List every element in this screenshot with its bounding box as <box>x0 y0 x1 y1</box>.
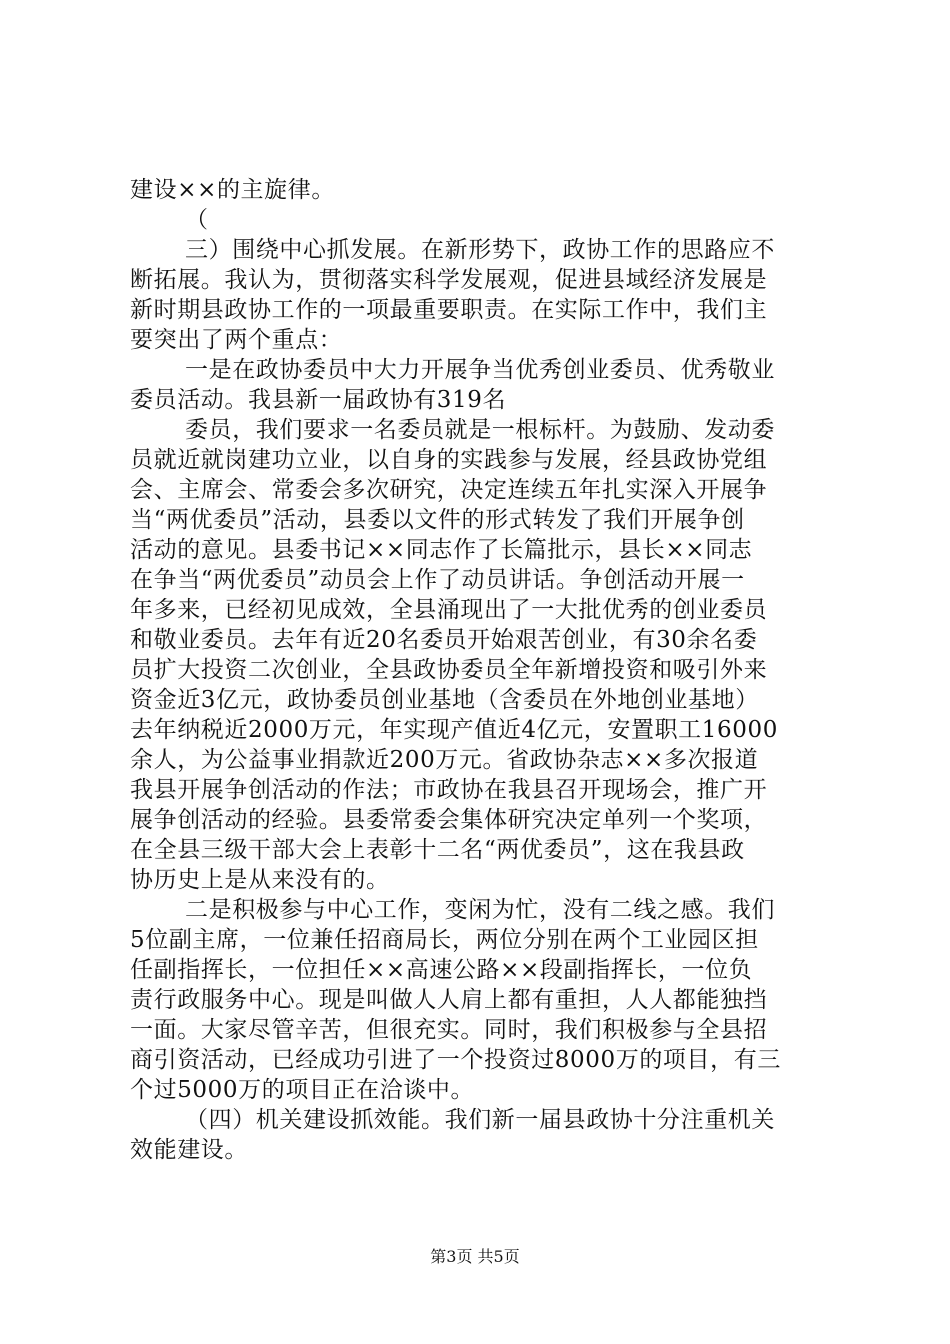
text-line: 和敬业委员。去年有近20名委员开始艰苦创业，有30余名委 <box>130 627 758 653</box>
text-line: 委员，我们要求一名委员就是一根标杆。为鼓励、发动委 <box>185 417 775 443</box>
text-line: 去年纳税近2000万元，年实现产值近4亿元，安置职工16000 <box>130 717 778 743</box>
text-line: 三）围绕中心抓发展。在新形势下，政协工作的思路应不 <box>185 237 775 263</box>
text-line: 一是在政协委员中大力开展争当优秀创业委员、优秀敬业 <box>185 357 775 383</box>
text-line: 资金近3亿元，政协委员创业基地（含委员在外地创业基地） <box>130 687 759 713</box>
text-line: （ <box>185 207 209 233</box>
text-line: 建设××的主旋律。 <box>130 177 335 203</box>
text-line: 5位副主席，一位兼任招商局长，两位分别在两个工业园区担 <box>130 927 759 953</box>
text-line: 员就近就岗建功立业，以自身的实践参与发展，经县政协党组 <box>130 447 768 473</box>
text-line: 活动的意见。县委书记××同志作了长篇批示，县长××同志 <box>130 537 753 563</box>
text-line: 责行政服务中心。现是叫做人人肩上都有重担，人人都能独挡 <box>130 987 768 1013</box>
page-number-label: 第3页 共5页 <box>430 1247 520 1266</box>
text-line: 在全县三级干部大会上表彰十二名“两优委员”，这在我县政 <box>130 837 745 863</box>
text-line: （四）机关建设抓效能。我们新一届县政协十分注重机关 <box>185 1107 775 1133</box>
text-line: 协历史上是从来没有的。 <box>130 867 390 893</box>
text-line: 我县开展争创活动的作法；市政协在我县召开现场会，推广开 <box>130 777 768 803</box>
text-line: 要突出了两个重点： <box>130 327 343 353</box>
text-line: 新时期县政协工作的一项最重要职责。在实际工作中，我们主 <box>130 297 768 323</box>
text-line: 二是积极参与中心工作，变闲为忙，没有二线之感。我们 <box>185 897 775 923</box>
text-line: 余人，为公益事业捐款近200万元。省政协杂志××多次报道 <box>130 747 759 773</box>
text-line: 效能建设。 <box>130 1137 248 1163</box>
text-line: 委员活动。我县新一届政协有319名 <box>130 387 507 413</box>
text-line: 在争当“两优委员”动员会上作了动员讲话。争创活动开展一 <box>130 567 745 593</box>
text-line: 任副指挥长，一位担任××高速公路××段副指挥长，一位负 <box>130 957 753 983</box>
text-line: 当“两优委员”活动，县委以文件的形式转发了我们开展争创 <box>130 507 745 533</box>
text-line: 断拓展。我认为，贯彻落实科学发展观，促进县域经济发展是 <box>130 267 768 293</box>
text-line: 年多来，已经初见成效，全县涌现出了一大批优秀的创业委员 <box>130 597 768 623</box>
text-line: 会、主席会、常委会多次研究，决定连续五年扎实深入开展争 <box>130 477 768 503</box>
text-line: 展争创活动的经验。县委常委会集体研究决定单列一个奖项， <box>130 807 768 833</box>
text-line: 员扩大投资二次创业，全县政协委员全年新增投资和吸引外来 <box>130 657 768 683</box>
text-line: 一面。大家尽管辛苦，但很充实。同时，我们积极参与全县招 <box>130 1017 768 1043</box>
text-line: 商引资活动，已经成功引进了一个投资过8000万的项目，有三 <box>130 1047 781 1073</box>
page-footer <box>0 1244 950 1267</box>
document-body <box>130 175 830 1165</box>
text-line: 个过5000万的项目正在洽谈中。 <box>130 1077 475 1103</box>
